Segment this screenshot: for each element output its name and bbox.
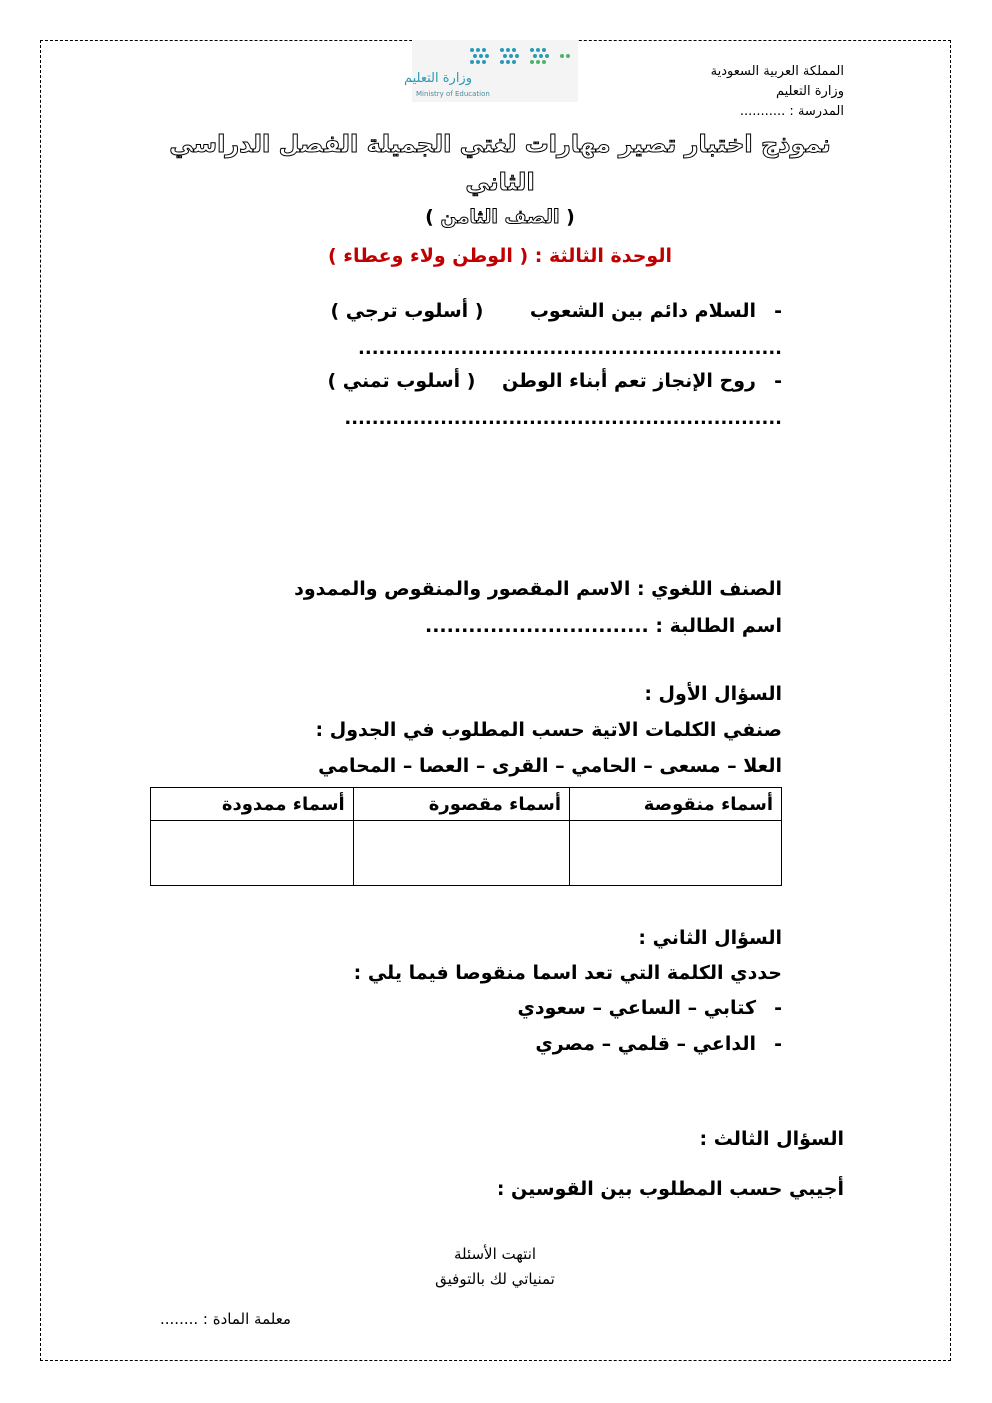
list-item: -روح الإنجاز تعم أبناء الوطن ( أسلوب تمني ) xyxy=(327,370,782,392)
answer-line: ................................................................ xyxy=(344,408,782,429)
classification-table xyxy=(150,787,782,886)
header-ministry: وزارة التعليم xyxy=(775,84,844,99)
unit-title: الوحدة الثالثة : ( الوطن ولاء وعطاء ) xyxy=(327,245,672,267)
header-school: المدرسة : ........... xyxy=(739,104,844,119)
table-header: أسماء منقوصة xyxy=(570,788,782,821)
exam-title: نموذج اختبار تصير مهارات لغتي الجميلة الفصل الدراسي xyxy=(169,130,831,158)
table-header: أسماء مقصورة xyxy=(353,788,569,821)
student-name: اسم الطالبة : ............................... xyxy=(425,615,782,637)
ministry-logo-icon xyxy=(403,40,578,102)
table-header-row xyxy=(151,788,782,821)
table-row xyxy=(151,821,782,886)
svg-text:Ministry of Education: Ministry of Education xyxy=(416,90,490,98)
list-item: -الداعي – قلمي – مصري xyxy=(535,1033,782,1055)
table-header: أسماء ممدودة xyxy=(151,788,354,821)
footer-end: انتهت الأسئلة xyxy=(453,1245,537,1263)
table-cell[interactable] xyxy=(570,821,782,886)
list-item: -السلام دائم بين الشعوب ( أسلوب ترجي ) xyxy=(330,300,782,322)
page-border xyxy=(40,40,951,1361)
table-cell[interactable] xyxy=(353,821,569,886)
svg-text:وزارة التعليم: وزارة التعليم xyxy=(403,71,472,86)
q3-title: السؤال الثالث : xyxy=(699,1128,844,1150)
q1-words: العلا – مسعى – الحامي – القرى – العصا – المحامي xyxy=(318,755,782,777)
table-cell[interactable] xyxy=(151,821,354,886)
exam-title-semester: الثاني xyxy=(465,168,535,196)
q1-title: السؤال الأول : xyxy=(644,683,782,705)
teacher-signature: معلمة المادة : ........ xyxy=(160,1310,291,1328)
q3-instruction: أجيبي حسب المطلوب بين القوسين : xyxy=(496,1178,844,1200)
answer-line: .............................................................. xyxy=(358,338,782,359)
grade-label: ( الصف الثامن ) xyxy=(425,206,575,228)
list-item: -كتابي – الساعي – سعودي xyxy=(517,997,782,1019)
grade-name: الصف الثامن xyxy=(440,206,560,228)
q2-instruction: حددي الكلمة التي تعد اسما منقوصا فيما يلي : xyxy=(353,962,782,984)
grammar-topic: الصنف اللغوي : الاسم المقصور والمنقوص والممدود xyxy=(294,578,782,600)
ministry-logo xyxy=(403,40,578,102)
footer-wishes: تمنياتي لك بالتوفيق xyxy=(435,1270,555,1288)
q2-title: السؤال الثاني : xyxy=(638,927,782,949)
q1-instruction: صنفي الكلمات الاتية حسب المطلوب في الجدول : xyxy=(315,719,782,741)
header-country: المملكة العربية السعودية xyxy=(710,64,844,79)
header-block xyxy=(711,62,844,122)
